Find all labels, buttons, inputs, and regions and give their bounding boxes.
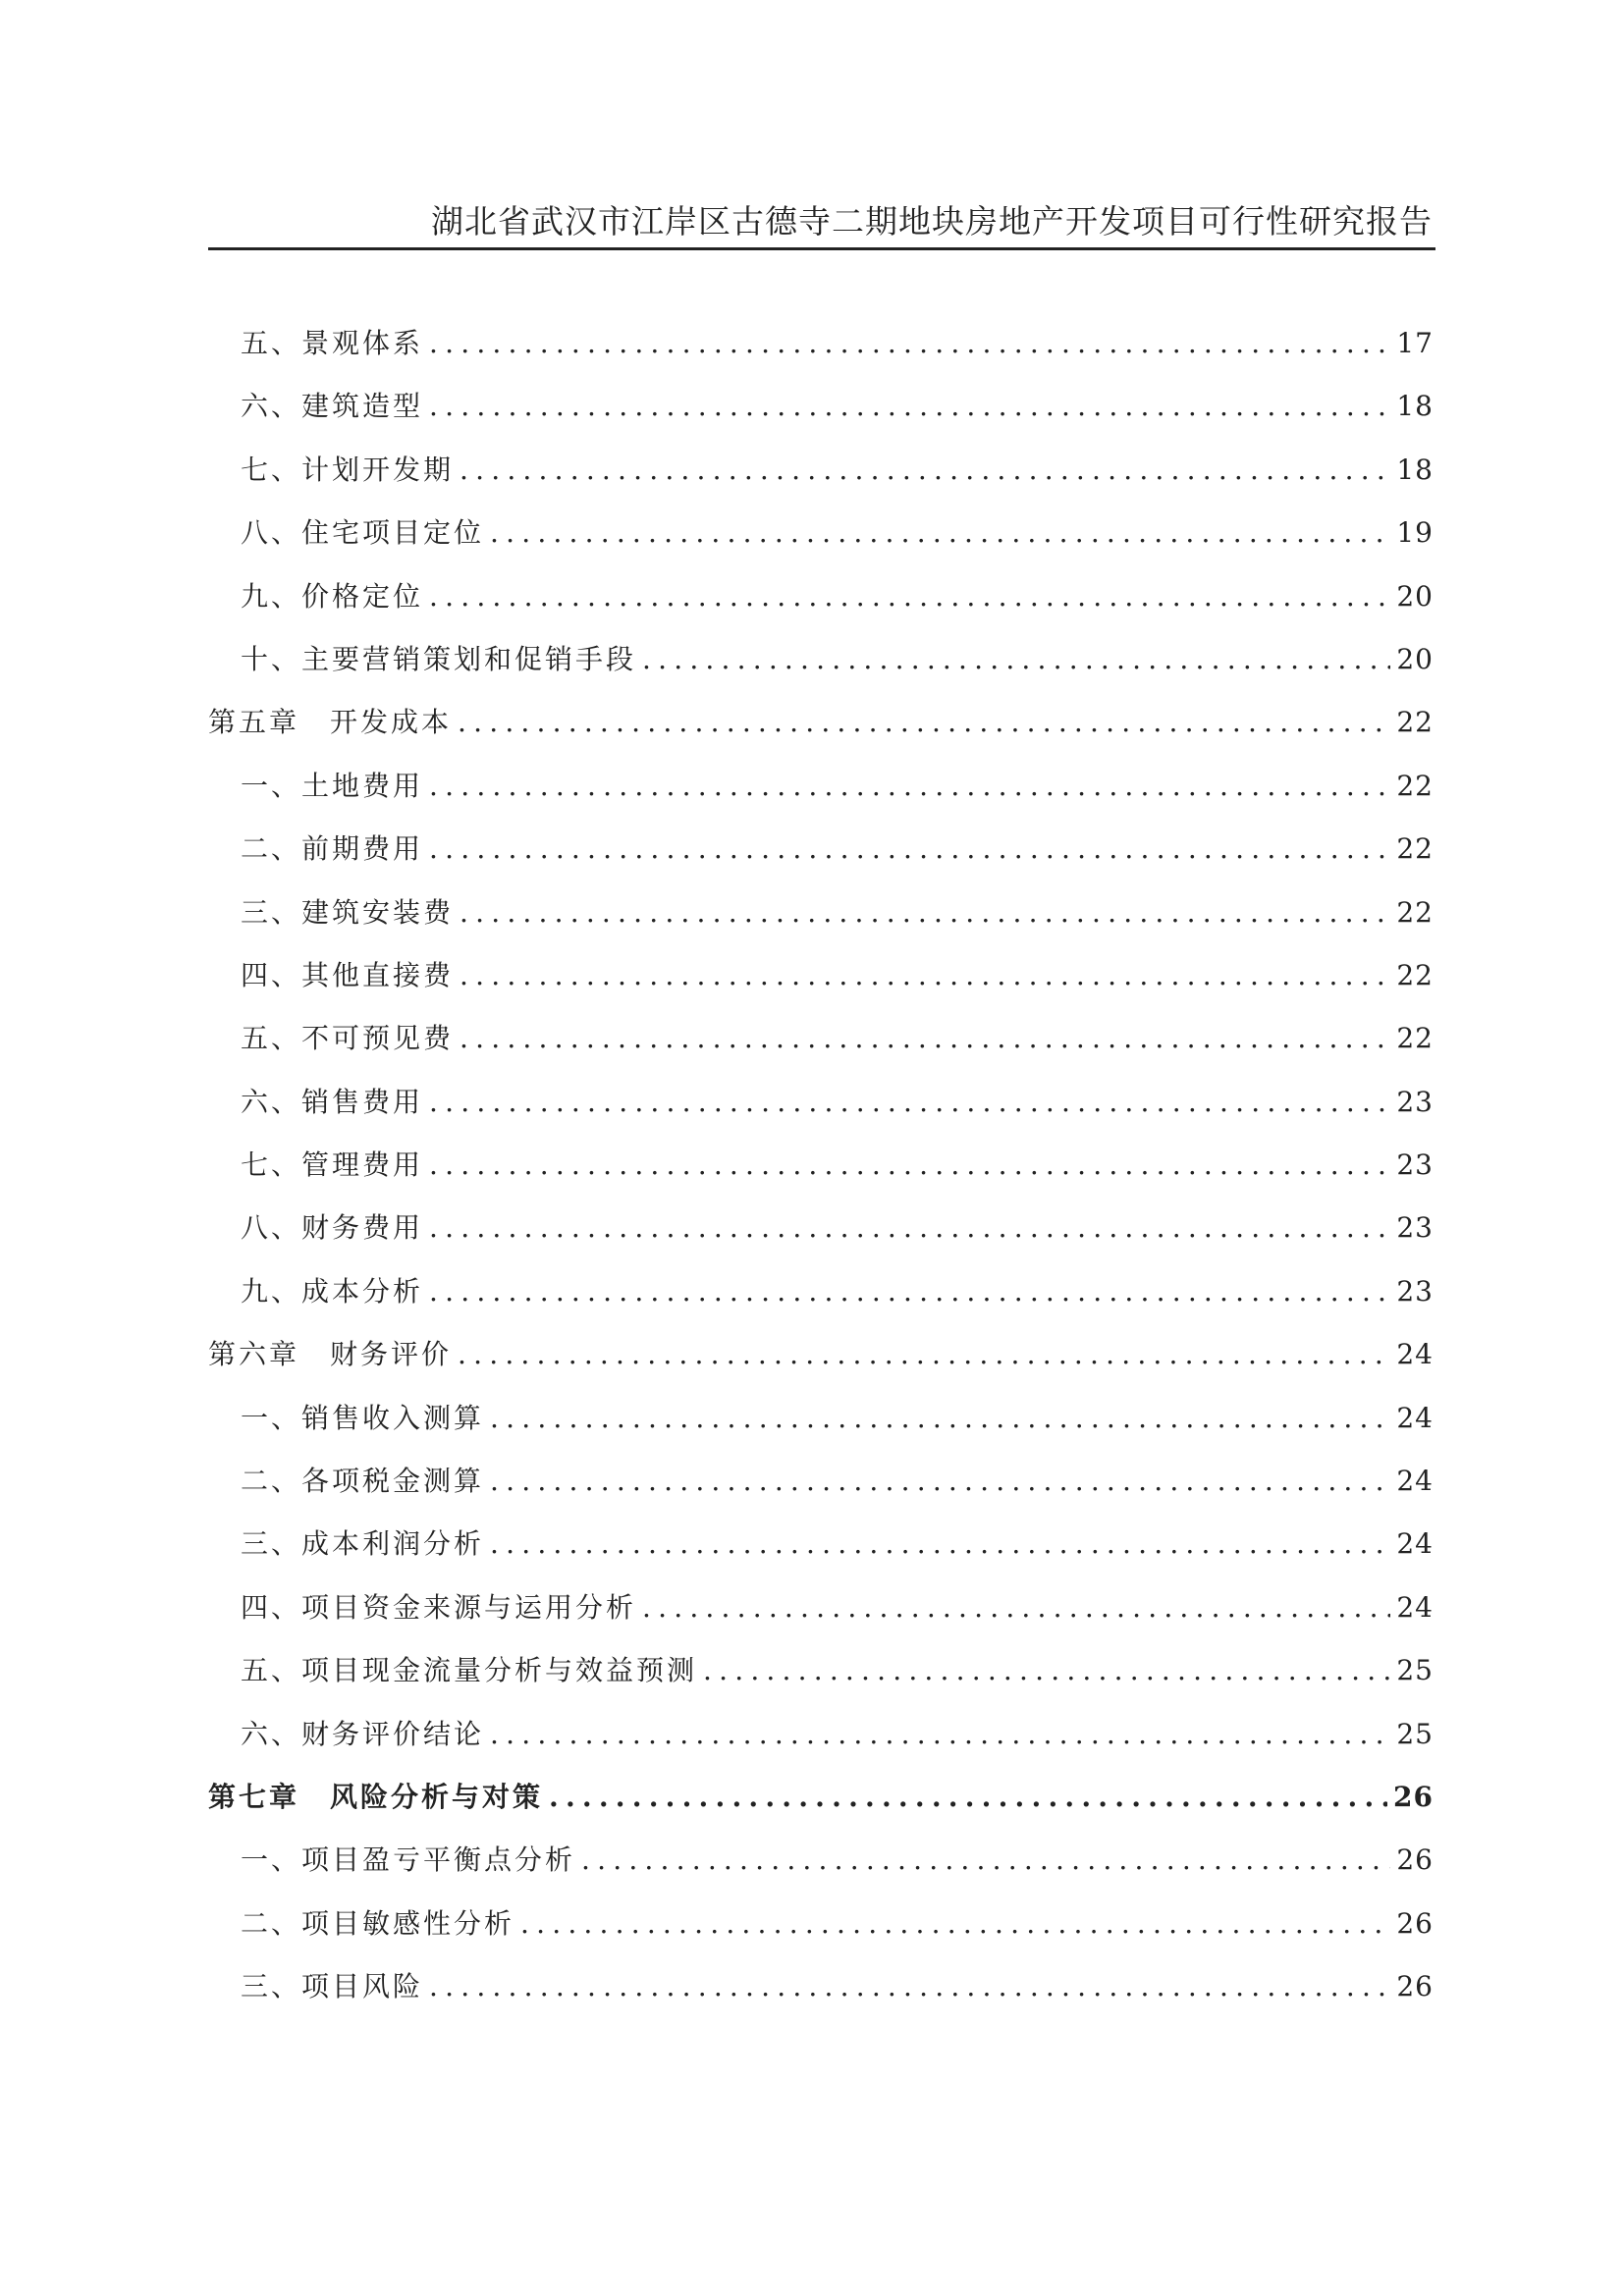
toc-section-entry[interactable] [208,1649,1434,1712]
toc-page-number: 20 [1396,642,1434,675]
toc-dot-leader [490,1402,1390,1434]
running-header-title: 湖北省武汉市江岸区古德寺二期地块房地产开发项目可行性研究报告 [431,202,1433,240]
toc-entry-label: 一、项目盈亏平衡点分析 [241,1843,576,1877]
toc-entry-label: 第六章 财务评价 [208,1338,453,1371]
toc-dot-leader [490,1718,1390,1750]
toc-dot-leader [458,1338,1390,1370]
toc-page-number: 20 [1396,579,1434,613]
toc-section-entry[interactable] [208,891,1434,954]
toc-section-entry[interactable] [208,322,1434,385]
toc-dot-leader [429,1148,1390,1181]
toc-chapter-entry[interactable] [208,701,1434,764]
toc-section-entry[interactable] [208,1270,1434,1333]
toc-entry-label: 六、销售费用 [241,1085,424,1118]
toc-entry-label: 八、住宅项目定位 [241,516,485,550]
toc-page-number: 24 [1396,1338,1434,1371]
toc-dot-leader [549,1781,1387,1813]
toc-entry-label: 九、成本分析 [241,1274,424,1308]
toc-entry-label: 第七章 风险分析与对策 [208,1780,544,1813]
toc-section-entry[interactable] [208,385,1434,448]
toc-page-number: 22 [1396,958,1434,991]
toc-entry-label: 第五章 开发成本 [208,706,453,739]
toc-page-number: 26 [1396,1970,1434,2003]
toc-dot-leader [429,1086,1390,1118]
toc-entry-label: 九、价格定位 [241,579,424,613]
toc-dot-leader [490,1465,1390,1497]
toc-entry-label: 六、财务评价结论 [241,1717,485,1750]
toc-page-number: 18 [1396,453,1434,486]
toc-page-number: 25 [1396,1654,1434,1687]
toc-entry-label: 三、成本利润分析 [241,1527,485,1561]
toc-entry-label: 四、其他直接费 [241,958,455,991]
toc-page-number: 22 [1396,1022,1434,1055]
toc-page-number: 17 [1396,327,1434,359]
toc-section-entry[interactable] [208,1713,1434,1776]
toc-page-number: 23 [1396,1085,1434,1118]
toc-dot-leader [429,770,1390,802]
header-divider [208,247,1435,250]
toc-entry-label: 三、建筑安装费 [241,895,455,929]
toc-entry-label: 三、项目风险 [241,1970,424,2003]
toc-entry-label: 十、主要营销策划和促销手段 [241,642,637,675]
toc-page-number: 26 [1396,1843,1434,1877]
toc-dot-leader [429,580,1390,613]
toc-chapter-entry[interactable] [208,1776,1434,1839]
toc-section-entry[interactable] [208,1017,1434,1080]
toc-section-entry[interactable] [208,1522,1434,1585]
toc-page-number: 23 [1396,1148,1434,1182]
toc-dot-leader [460,454,1390,486]
toc-page-number: 22 [1396,769,1434,802]
toc-page-number: 18 [1396,390,1434,423]
toc-page-number: 22 [1396,832,1434,866]
toc-entry-label: 五、不可预见费 [241,1022,455,1055]
toc-dot-leader [520,1907,1390,1940]
toc-section-entry[interactable] [208,1081,1434,1144]
toc-section-entry[interactable] [208,1902,1434,1965]
toc-section-entry[interactable] [208,449,1434,511]
toc-entry-label: 二、项目敏感性分析 [241,1906,515,1940]
toc-section-entry[interactable] [208,1206,1434,1269]
toc-section-entry[interactable] [208,1460,1434,1522]
toc-page-number: 24 [1396,1590,1434,1624]
toc-page-number: 24 [1396,1527,1434,1561]
toc-page-number: 23 [1396,1274,1434,1308]
toc-entry-label: 一、土地费用 [241,769,424,802]
toc-dot-leader [429,327,1390,359]
toc-dot-leader [460,896,1390,929]
toc-entry-label: 八、财务费用 [241,1211,424,1245]
toc-dot-leader [460,1022,1390,1054]
toc-page-number: 23 [1396,1211,1434,1245]
toc-entry-label: 五、景观体系 [241,327,424,359]
toc-page-number: 25 [1396,1717,1434,1750]
toc-section-entry[interactable] [208,638,1434,701]
toc-page-number: 19 [1396,516,1434,550]
toc-dot-leader [429,1970,1390,2002]
toc-dot-leader [642,643,1390,675]
toc-section-entry[interactable] [208,575,1434,638]
table-of-contents [208,322,1434,2029]
toc-entry-label: 五、项目现金流量分析与效益预测 [241,1654,698,1687]
toc-section-entry[interactable] [208,1839,1434,1901]
toc-entry-label: 七、管理费用 [241,1148,424,1182]
toc-chapter-entry[interactable] [208,1333,1434,1396]
toc-dot-leader [642,1591,1390,1624]
toc-section-entry[interactable] [208,1397,1434,1460]
toc-dot-leader [490,516,1390,549]
toc-dot-leader [429,1275,1390,1308]
toc-section-entry[interactable] [208,1586,1434,1649]
toc-entry-label: 一、销售收入测算 [241,1401,485,1434]
toc-page-number: 22 [1396,895,1434,929]
toc-dot-leader [703,1654,1390,1686]
toc-section-entry[interactable] [208,765,1434,828]
toc-entry-label: 六、建筑造型 [241,390,424,423]
toc-entry-label: 七、计划开发期 [241,453,455,486]
toc-section-entry[interactable] [208,1144,1434,1206]
toc-section-entry[interactable] [208,511,1434,574]
toc-entry-label: 二、各项税金测算 [241,1465,485,1498]
toc-dot-leader [490,1527,1390,1560]
toc-section-entry[interactable] [208,1965,1434,2028]
toc-section-entry[interactable] [208,828,1434,890]
toc-dot-leader [429,390,1390,422]
toc-dot-leader [458,706,1390,738]
toc-dot-leader [581,1843,1390,1876]
toc-dot-leader [429,832,1390,865]
toc-entry-label: 二、前期费用 [241,832,424,866]
toc-page-number: 24 [1396,1465,1434,1498]
toc-page-number: 26 [1396,1906,1434,1940]
toc-page-number: 24 [1396,1401,1434,1434]
toc-page-number: 26 [1393,1780,1434,1813]
toc-dot-leader [429,1211,1390,1244]
toc-page-number: 22 [1396,706,1434,739]
toc-section-entry[interactable] [208,954,1434,1017]
toc-dot-leader [460,959,1390,991]
toc-entry-label: 四、项目资金来源与运用分析 [241,1590,637,1624]
